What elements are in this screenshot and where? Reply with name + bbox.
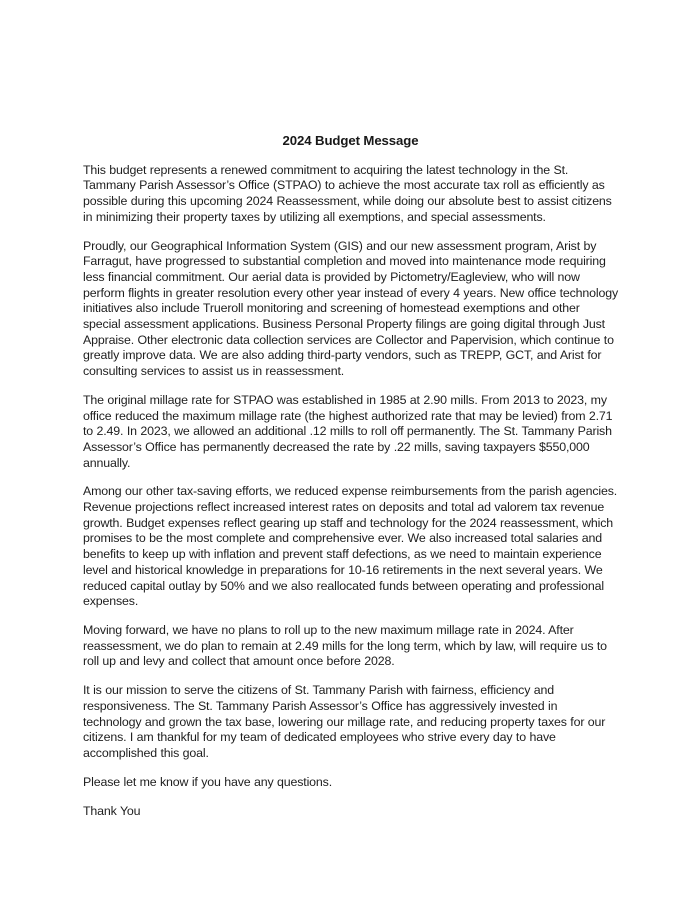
paragraph-technology: Proudly, our Geographical Information System (GIS) and our new assessment program, Arist by Farragut, have progressed to substantial completion and moved into maintenance mode requiring less financial commitment. Our aerial data is provided by Pictometry/Eagleview, who will now perform flights in greater resolution every other year instead of every 4 years. New office technology initiatives also include Trueroll monitoring and screening of homestead exemptions and other special assessment applications. Business Personal Property filings are going digital through Just Appraise. Other electronic data collection services are Collector and Papervision, which continue to greatly improve data. We are also adding third-party vendors, such as TREPP, GCT, and Arist for consulting services to assist us in reassessment. — [83, 238, 618, 379]
paragraph-millage-rate: The original millage rate for STPAO was established in 1985 at 2.90 mills. From 2013 to 2023, my office reduced the maximum millage rate (the highest authorized rate that may be levied) from 2.71 to 2.49. In 2023, we allowed an additional .12 mills to roll off permanently. The St. Tammany Parish Assessor’s Office has permanently decreased the rate by .22 mills, saving taxpayers $550,000 annually. — [83, 392, 613, 470]
paragraph-tax-saving: Among our other tax-saving efforts, we reduced expense reimbursements from the parish agencies. Revenue projections reflect increased interest rates on deposits and total ad valorem tax revenue growth. Budget expenses reflect gearing up staff and technology for the 2024 reassessment, which promises to be the most complete and comprehensive ever. We also increased total salaries and benefits to keep up with inflation and prevent staff defections, as we need to maintain experience level and historical knowledge in preparations for 10-16 retirements in the next several years. We reduced capital outlay by 50% and we also reallocated funds between operating and professional expenses. — [83, 484, 618, 609]
paragraph-mission: It is our mission to serve the citizens of St. Tammany Parish with fairness, efficiency and responsiveness. The St. Tammany Parish Assessor’s Office has aggressively invested in technology and grown the tax base, lowering our millage rate, and reducing property taxes for our citizens. I am thankful for my team of dedicated employees who strive every day to have accomplished this goal. — [83, 683, 606, 760]
paragraph-intro: This budget represents a renewed commitment to acquiring the latest technology in the St. Tammany Parish Assessor’s Office (STPAO) to achieve the most accurate tax roll as efficiently as possible during this upcoming 2024 Reassessment, while doing our absolute best to assist citizens in minimizing their property taxes by utilizing all exemptions, and special assessments. — [83, 162, 612, 224]
paragraph-thank-you: Thank You — [83, 804, 141, 819]
paragraph-questions: Please let me know if you have any questions. — [83, 774, 333, 789]
paragraph-moving-forward: Moving forward, we have no plans to roll up to the new maximum millage rate in 2024. After reassessment, we do plan to remain at 2.49 mills for the long term, which by law, will require us to roll up and levy and collect that amount once before 2028. — [83, 622, 607, 669]
document-title: 2024 Budget Message — [282, 133, 419, 148]
